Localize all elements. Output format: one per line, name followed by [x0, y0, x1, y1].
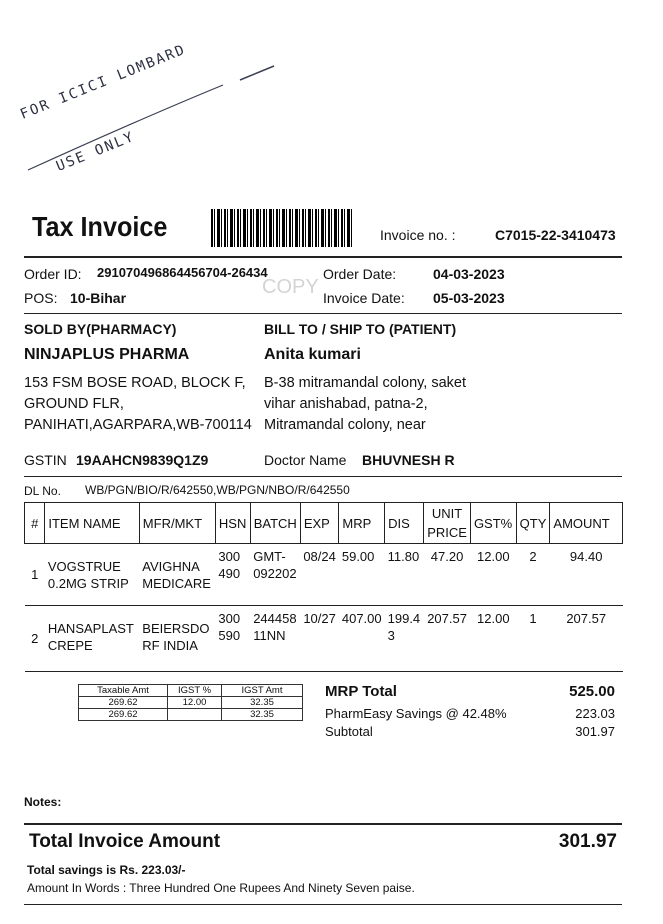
cell-unit-price: 47.20	[430, 549, 464, 564]
tax-cell: 32.35	[222, 697, 303, 709]
mrp-total-value: 525.00	[569, 683, 615, 700]
stamp-line-1: FOR ICICI LOMBARD	[18, 41, 189, 123]
divider	[24, 256, 622, 258]
cell-gst: 12.00	[477, 611, 510, 626]
tax-col-header: IGST Amt	[222, 685, 303, 697]
buyer-address	[264, 373, 466, 436]
order-id-value: 291070496864456704-26434	[97, 265, 268, 280]
cell-qty: 1	[529, 611, 537, 626]
pos-label: POS:	[24, 290, 58, 306]
divider	[24, 313, 622, 314]
total-value: 301.97	[558, 831, 617, 852]
tax-row	[79, 709, 303, 721]
col-header: MFR/MKT	[139, 503, 215, 544]
gstin-label: GSTIN	[24, 452, 67, 468]
cell-item: VOGSTRUE 0.2MG STRIP	[47, 559, 129, 591]
tax-table	[78, 684, 303, 721]
items-table	[24, 502, 623, 672]
order-id-label: Order ID:	[24, 266, 82, 282]
tax-col-header: Taxable Amt	[79, 685, 168, 697]
divider	[24, 904, 622, 905]
table-row	[25, 606, 623, 672]
cell-no: 2	[31, 631, 39, 646]
seller-address-line: 153 FSM BOSE ROAD, BLOCK F,	[24, 375, 246, 391]
doctor-label: Doctor Name	[264, 452, 347, 468]
col-header: EXP	[300, 503, 339, 544]
cell-batch: 24445811NN	[253, 611, 297, 643]
invoice-no-value: C7015-22-3410473	[495, 227, 616, 243]
cell-batch: GMT-092202	[253, 549, 297, 581]
dl-value: WB/PGN/BIO/R/642550,WB/PGN/NBO/R/642550	[85, 483, 350, 497]
buyer-heading: BILL TO / SHIP TO (PATIENT)	[264, 321, 457, 337]
cell-dis: 11.80	[387, 549, 420, 564]
col-header: HSN	[215, 503, 250, 544]
cell-exp: 10/27	[303, 611, 336, 626]
copy-watermark: COPY	[262, 276, 319, 298]
cell-mfr: AVIGHNA MEDICARE	[142, 559, 211, 591]
table-row	[25, 544, 623, 606]
gstin-value: 19AAHCN9839Q1Z9	[76, 452, 209, 468]
col-header: #	[25, 503, 45, 544]
seller-name: NINJAPLUS PHARMA	[24, 346, 190, 363]
col-header: QTY	[516, 503, 550, 544]
tax-cell	[168, 709, 222, 721]
cell-amount: 94.40	[569, 549, 603, 564]
col-header: BATCH	[250, 503, 300, 544]
col-header: GST%	[470, 503, 516, 544]
notes-label: Notes:	[24, 795, 62, 809]
invoice-date-value: 05-03-2023	[433, 290, 505, 306]
total-label: Total Invoice Amount	[29, 831, 221, 852]
savings-value: 223.03	[575, 706, 615, 721]
cell-mrp: 407.00	[341, 611, 382, 626]
cell-hsn: 300490	[218, 549, 241, 581]
tax-cell: 269.62	[79, 697, 168, 709]
divider	[24, 823, 622, 825]
total-savings-text: Total savings is Rs. 223.03/-	[27, 863, 186, 877]
cell-unit-price: 207.57	[427, 611, 467, 626]
col-header: AMOUNT	[550, 503, 623, 544]
subtotal-value: 301.97	[575, 724, 615, 739]
seller-address-line: GROUND FLR,	[24, 396, 124, 412]
seller-address-line: PANIHATI,AGARPARA,WB-700114	[24, 417, 252, 433]
col-header: MRP	[339, 503, 385, 544]
cell-mfr: BEIERSDORF INDIA	[142, 621, 210, 653]
col-header: DIS	[385, 503, 424, 544]
cell-amount: 207.57	[566, 611, 607, 626]
cell-qty: 2	[529, 549, 537, 564]
order-date-value: 04-03-2023	[433, 266, 505, 282]
page-title: Tax Invoice	[32, 211, 168, 242]
cell-dis: 199.43	[387, 611, 421, 643]
stamp-line-2: USE ONLY	[54, 128, 138, 175]
dl-label: DL No.	[24, 484, 61, 498]
cell-no: 1	[31, 567, 39, 582]
cell-gst: 12.00	[477, 549, 510, 564]
invoice-no-label: Invoice no. :	[380, 227, 456, 243]
handwritten-stamp	[18, 41, 278, 190]
tax-cell: 269.62	[79, 709, 168, 721]
tax-header-row	[79, 685, 303, 697]
stamp-strokes	[18, 60, 288, 190]
invoice-date-label: Invoice Date:	[323, 290, 405, 306]
pos-value: 10-Bihar	[70, 290, 127, 306]
mrp-total-label: MRP Total	[325, 683, 397, 700]
cell-exp: 08/24	[303, 549, 336, 564]
buyer-name: Anita kumari	[264, 346, 361, 363]
barcode	[211, 209, 353, 247]
seller-address	[24, 373, 252, 436]
tax-col-header: IGST %	[168, 685, 222, 697]
tax-row	[79, 697, 303, 709]
cell-hsn: 300590	[218, 611, 241, 643]
doctor-value: BHUVNESH R	[362, 452, 455, 468]
subtotal-label: Subtotal	[325, 724, 373, 739]
buyer-address-line: B-38 mitramandal colony, saket	[264, 375, 467, 391]
tax-cell: 32.35	[222, 709, 303, 721]
savings-label: PharmEasy Savings @ 42.48%	[325, 706, 507, 721]
buyer-address-line: Mitramandal colony, near	[264, 417, 426, 433]
amount-in-words: Amount In Words : Three Hundred One Rupees And Ninety Seven paise.	[27, 881, 415, 895]
order-date-label: Order Date:	[323, 266, 397, 282]
buyer-address-line: vihar anishabad, patna-2,	[264, 396, 428, 412]
tax-cell: 12.00	[168, 697, 222, 709]
seller-heading: SOLD BY(PHARMACY)	[24, 321, 177, 337]
cell-mrp: 59.00	[341, 549, 375, 564]
table-header-row	[25, 503, 623, 544]
divider	[24, 476, 622, 477]
cell-item: HANSAPLAST CREPE	[47, 621, 134, 653]
col-header: ITEM NAME	[45, 503, 139, 544]
col-header: UNIT PRICE	[424, 503, 471, 544]
